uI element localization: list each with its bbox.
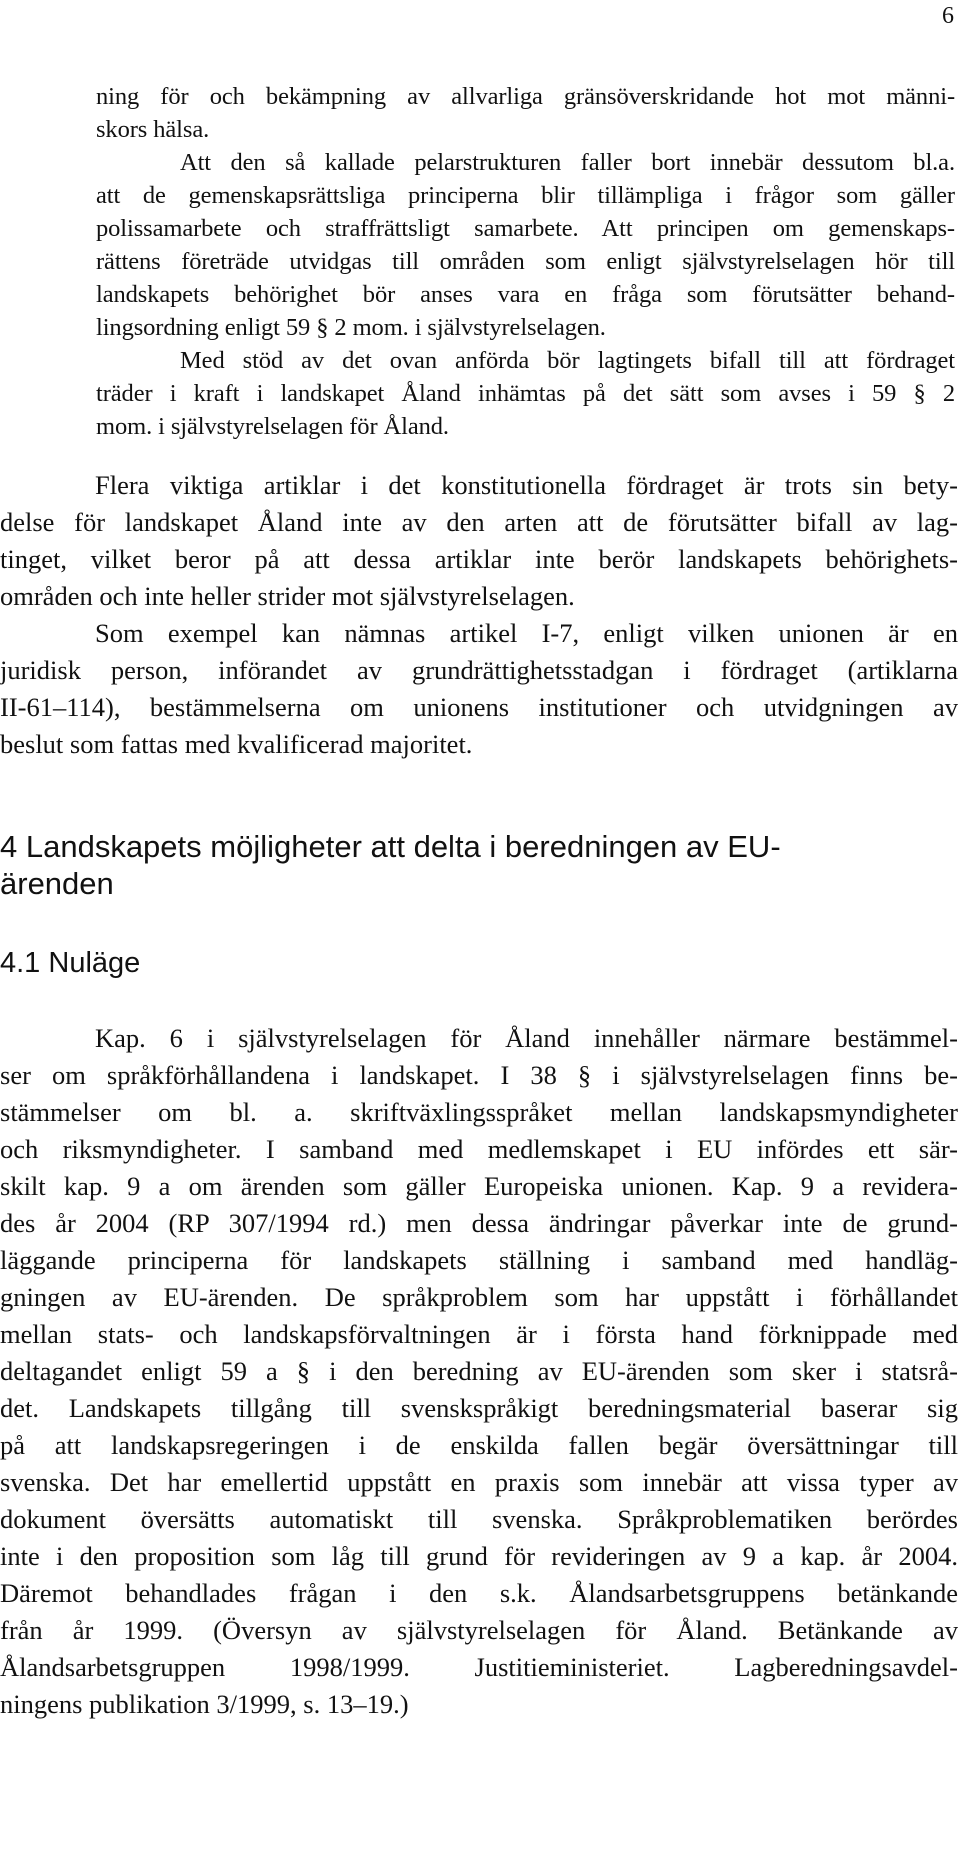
paragraph-line: skors hälsa. xyxy=(96,116,210,143)
paragraph-line: att de gemenskapsrättsliga principerna blir tillämpliga i frågor som gäller xyxy=(96,182,955,209)
paragraph-line: deltagandet enligt 59 a § i den beredning av EU-ärenden som sker i statsrå- xyxy=(0,1356,958,1386)
paragraph-line: beslut som fattas med kvalificerad majoritet. xyxy=(0,729,473,759)
section-heading-line: 4 Landskapets möjligheter att delta i beredningen av EU- xyxy=(0,829,781,864)
paragraph-line: Som exempel kan nämnas artikel I-7, enligt vilken unionen är en xyxy=(95,618,958,648)
paragraph-line: gningen av EU-ärenden. De språkproblem som har uppstått i förhållandet xyxy=(0,1282,958,1312)
page-number: 6 xyxy=(942,3,954,29)
paragraph-line: tinget, vilket beror på att dessa artiklar inte berör landskapets behörighets- xyxy=(0,544,958,574)
paragraph-line: träder i kraft i landskapet Åland inhämtas på det sätt som avses i 59 § 2 xyxy=(96,380,955,407)
paragraph-line: delse för landskapet Åland inte av den arten att de förutsätter bifall av lag- xyxy=(0,507,958,537)
paragraph-line: polissamarbete och straffrättsligt samarbete. Att principen om gemenskaps- xyxy=(96,215,955,242)
paragraph-line: Ålandsarbetsgruppen 1998/1999. Justitieministeriet. Lagberedningsavdel- xyxy=(0,1652,958,1682)
paragraph-line: svenska. Det har emellertid uppstått en praxis som innebär att vissa typer av xyxy=(0,1467,958,1497)
paragraph-line: områden och inte heller strider mot självstyrelselagen. xyxy=(0,581,575,611)
paragraph-line: ning för och bekämpning av allvarliga gränsöverskridande hot mot männi- xyxy=(96,83,955,110)
paragraph-line: och riksmyndigheter. I samband med medlemskapet i EU infördes ett sär- xyxy=(0,1134,958,1164)
paragraph-line: på att landskapsregeringen i de enskilda fallen begär översättningar till xyxy=(0,1430,958,1460)
paragraph-line: inte i den proposition som låg till grund för revideringen av 9 a kap. år 2004. xyxy=(0,1541,958,1571)
paragraph-line: Däremot behandlades frågan i den s.k. Ålandsarbetsgruppens betänkande xyxy=(0,1578,958,1608)
paragraph-line: Med stöd av det ovan anförda bör lagtingets bifall till att fördraget xyxy=(180,347,955,374)
paragraph-line: läggande principerna för landskapets ställning i samband med handläg- xyxy=(0,1245,958,1275)
paragraph-line: landskapets behörighet bör anses vara en fråga som förutsätter behand- xyxy=(96,281,955,308)
paragraph-line: Att den så kallade pelarstrukturen faller bort innebär dessutom bl.a. xyxy=(180,149,955,176)
section-heading-line: ärenden xyxy=(0,866,114,901)
paragraph-line: Kap. 6 i självstyrelselagen för Åland innehåller närmare bestämmel- xyxy=(95,1023,958,1053)
paragraph-line: Flera viktiga artiklar i det konstitutionella fördraget är trots sin bety- xyxy=(95,470,958,500)
paragraph-line: mellan stats- och landskapsförvaltningen är i första hand förknippade med xyxy=(0,1319,958,1349)
paragraph-line: skilt kap. 9 a om ärenden som gäller Europeiska unionen. Kap. 9 a reviderа- xyxy=(0,1171,958,1201)
paragraph-line: det. Landskapets tillgång till svenskspråkigt beredningsmaterial baserar sig xyxy=(0,1393,958,1423)
paragraph-line: des år 2004 (RP 307/1994 rd.) men dessa ändringar påverkar inte de grund- xyxy=(0,1208,958,1238)
subsection-heading: 4.1 Nuläge xyxy=(0,947,141,979)
paragraph-line: juridisk person, införandet av grundrättighetsstadgan i fördraget (artiklarna xyxy=(0,655,958,685)
paragraph-line: från år 1999. (Översyn av självstyrelselagen för Åland. Betänkande av xyxy=(0,1615,958,1645)
paragraph-line: rättens företräde utvidgas till områden som enligt självstyrelselagen hör till xyxy=(96,248,955,275)
paragraph-line: dokument översätts automatiskt till svenska. Språkproblematiken berördes xyxy=(0,1504,958,1534)
paragraph-line: ningens publikation 3/1999, s. 13–19.) xyxy=(0,1689,409,1719)
paragraph-line: ser om språkförhållandena i landskapet. I 38 § i självstyrelselagen finns be- xyxy=(0,1060,958,1090)
paragraph-line: stämmelser om bl. a. skriftväxlingsspråket mellan landskapsmyndigheter xyxy=(0,1097,958,1127)
paragraph-line: II-61–114), bestämmelserna om unionens institutioner och utvidgningen av xyxy=(0,692,958,722)
paragraph-line: mom. i självstyrelselagen för Åland. xyxy=(96,413,449,440)
paragraph-line: lingsordning enligt 59 § 2 mom. i självstyrelselagen. xyxy=(96,314,606,341)
